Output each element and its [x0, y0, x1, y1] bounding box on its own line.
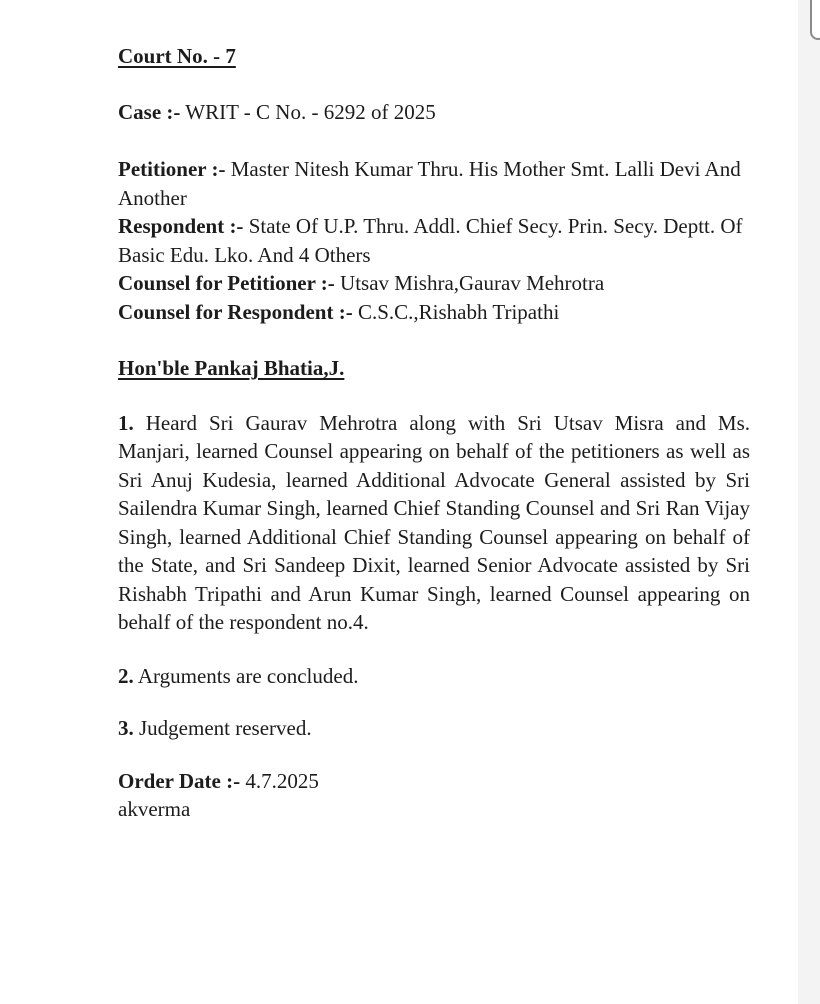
petitioner-label: Petitioner :-	[118, 157, 226, 181]
page-edge-strip	[798, 0, 820, 1004]
petitioner-line	[118, 155, 750, 212]
respondent-value: State Of U.P. Thru. Addl. Chief Secy. Prin. Secy. Deptt. Of Basic Edu. Lko. And 4 Others	[118, 214, 743, 267]
counsel-petitioner-line	[118, 269, 750, 298]
respondent-line	[118, 212, 750, 269]
paragraph-text: Heard Sri Gaurav Mehrotra along with Sri Utsav Misra and Ms. Manjari, learned Counsel appearing on behalf of the petitioners as well as Sri Anuj Kudesia, learned Additional Advocate General assisted by Sri Sailendra Kumar Singh, learned Chief Standing Counsel and Sri Ran Vijay Singh, learned Additional Chief Standing Counsel appearing on behalf of the State, and Sri Sandeep Dixit, learned Senior Advocate assisted by Sri Rishabh Tripathi and Arun Kumar Singh, learned Counsel appearing on behalf of the respondent no.4.	[118, 410, 751, 634]
paragraph-3	[118, 714, 750, 743]
respondent-label: Respondent :-	[118, 214, 244, 238]
counsel-petitioner-label: Counsel for Petitioner :-	[118, 271, 335, 295]
counsel-petitioner-value: Utsav Mishra,Gaurav Mehrotra	[340, 271, 605, 295]
judge-name: Hon'ble Pankaj Bhatia,J.	[118, 356, 345, 380]
paragraph-text: Arguments are concluded.	[137, 663, 359, 688]
court-order-document	[118, 42, 750, 824]
paragraph-1	[118, 409, 750, 637]
author-initials: akverma	[118, 797, 191, 821]
order-date-label: Order Date :-	[118, 768, 241, 793]
parties-block	[118, 155, 750, 326]
counsel-respondent-label: Counsel for Respondent :-	[118, 299, 353, 324]
paragraph-number: 1.	[118, 410, 134, 435]
petitioner-value: Master Nitesh Kumar Thru. His Mother Smt. Lalli Devi And Another	[118, 157, 741, 210]
order-block	[118, 767, 750, 824]
court-number: Court No. - 7	[118, 44, 236, 68]
counsel-respondent-value: C.S.C.,Rishabh Tripathi	[357, 299, 560, 324]
paragraph-text: Judgement reserved.	[139, 716, 312, 740]
scroll-handle[interactable]	[810, 0, 820, 40]
counsel-respondent-line	[118, 298, 750, 327]
paragraph-number: 2.	[118, 663, 134, 688]
paragraph-number: 3.	[118, 716, 134, 740]
order-date-value: 4.7.2025	[245, 768, 319, 793]
paragraph-2	[118, 662, 750, 691]
case-line	[118, 98, 750, 127]
case-label: Case :-	[118, 99, 181, 124]
case-number: WRIT - C No. - 6292 of 2025	[185, 99, 436, 124]
order-date-line	[118, 767, 750, 796]
